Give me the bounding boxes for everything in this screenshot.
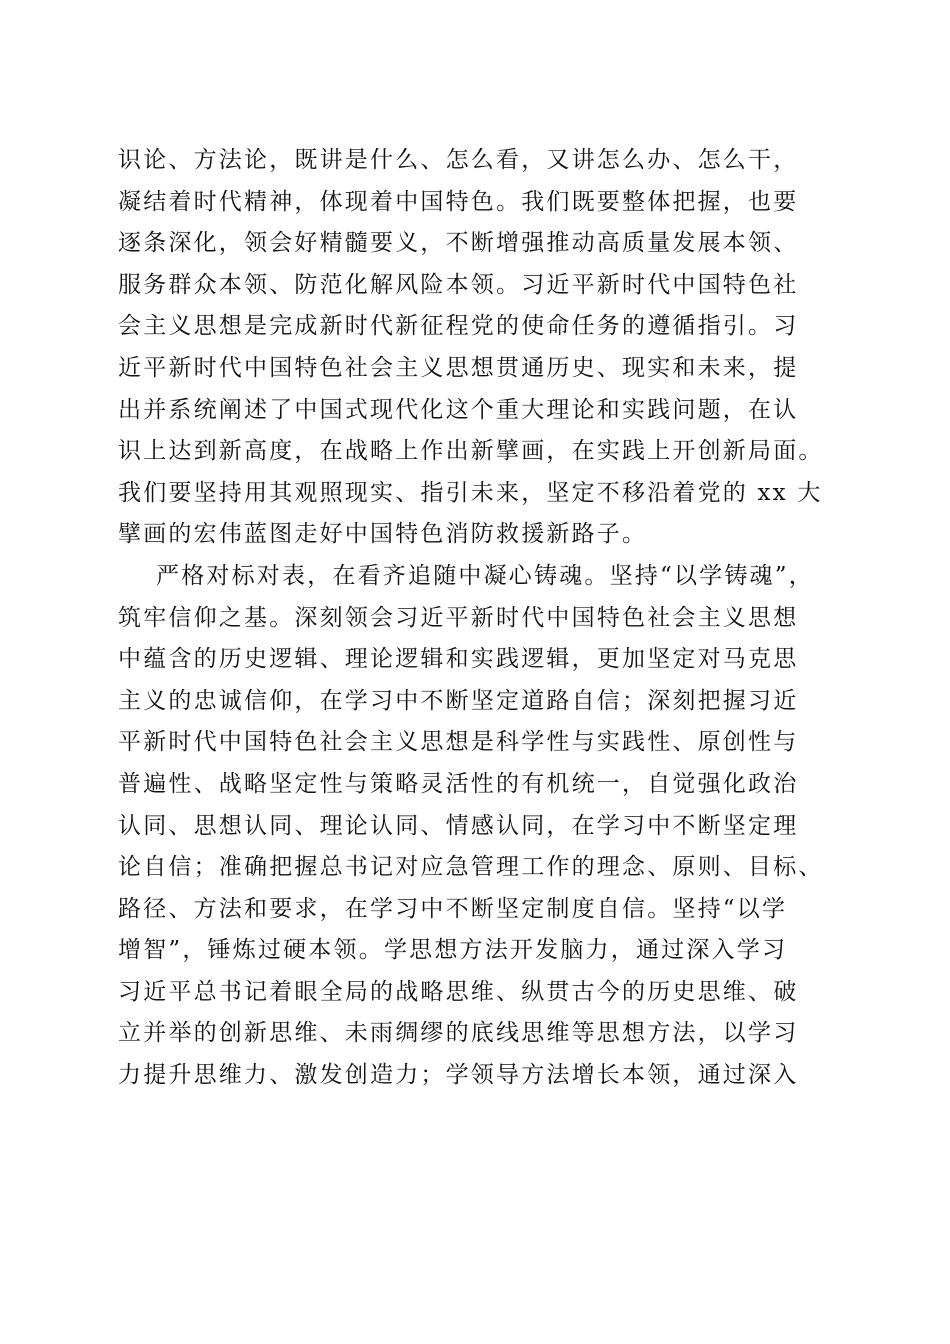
- body-text: [118, 140, 858, 1097]
- paragraph-1-line: 识论、方法论，既讲是什么、怎么看，又讲怎么办、怎么干，: [118, 147, 799, 173]
- paragraph-1-line: 逐条深化，领会好精髓要义，不断增强推动高质量发展本领、: [118, 230, 799, 257]
- paragraph-2-line: 筑牢信仰之基。深刻领会习近平新时代中国特色社会主义思想: [118, 604, 799, 631]
- paragraph-1-line: 凝结着时代精神，体现着中国特色。我们既要整体把握，也要: [118, 188, 799, 215]
- paragraph-2-line: 增智”，锤炼过硬本领。学思想方法开发脑力，通过深入学习: [118, 937, 788, 964]
- paragraph-1-line: 擘画的宏伟蓝图走好中国特色消防救援新路子。: [118, 521, 648, 548]
- paragraph-2-line: 路径、方法和要求，在学习中不断坚定制度自信。坚持“以学: [118, 895, 788, 922]
- paragraph-2-first-line: 严格对标对表，在看齐追随中凝心铸魂。坚持“以学铸魂”，: [156, 562, 814, 589]
- paragraph-2-line: 中蕴含的历史逻辑、理论逻辑和实践逻辑，更加坚定对马克思: [118, 646, 799, 673]
- paragraph-2-line: 主义的忠诚信仰，在学习中不断坚定道路自信；深刻把握习近: [118, 687, 799, 714]
- paragraph-2-line: 普遍性、战略坚定性与策略灵活性的有机统一，自觉强化政治: [118, 770, 799, 797]
- paragraph-2-line: 力提升思维力、激发创造力；学领导方法增长本领，通过深入: [118, 1062, 799, 1089]
- paragraph-1-line: 我们要坚持用其观照现实、指引未来，坚定不移沿着党的 xx 大: [118, 479, 823, 506]
- paragraph-1-line: 服务群众本领、防范化解风险本领。习近平新时代中国特色社: [118, 271, 799, 298]
- paragraph-2-line: 认同、思想认同、理论认同、情感认同，在学习中不断坚定理: [118, 812, 799, 839]
- paragraph-1-line: 识上达到新高度，在战略上作出新擘画，在实践上开创新局面。: [118, 438, 824, 465]
- paragraph-1-line: 会主义思想是完成新时代新征程党的使命任务的遵循指引。习: [118, 313, 799, 340]
- paragraph-1-line: 出并系统阐述了中国式现代化这个重大理论和实践问题，在认: [118, 396, 799, 423]
- paragraph-2-line: 习近平总书记着眼全局的战略思维、纵贯古今的历史思维、破: [118, 978, 799, 1005]
- paragraph-1-line: 近平新时代中国特色社会主义思想贯通历史、现实和未来，提: [118, 354, 799, 381]
- paragraph-2-line: 平新时代中国特色社会主义思想是科学性与实践性、原创性与: [118, 729, 799, 756]
- paragraph-2-line: 立并举的创新思维、未雨绸缪的底线思维等思想方法，以学习: [118, 1020, 799, 1047]
- paragraph-2-line: 论自信；准确把握总书记对应急管理工作的理念、原则、目标、: [118, 854, 824, 881]
